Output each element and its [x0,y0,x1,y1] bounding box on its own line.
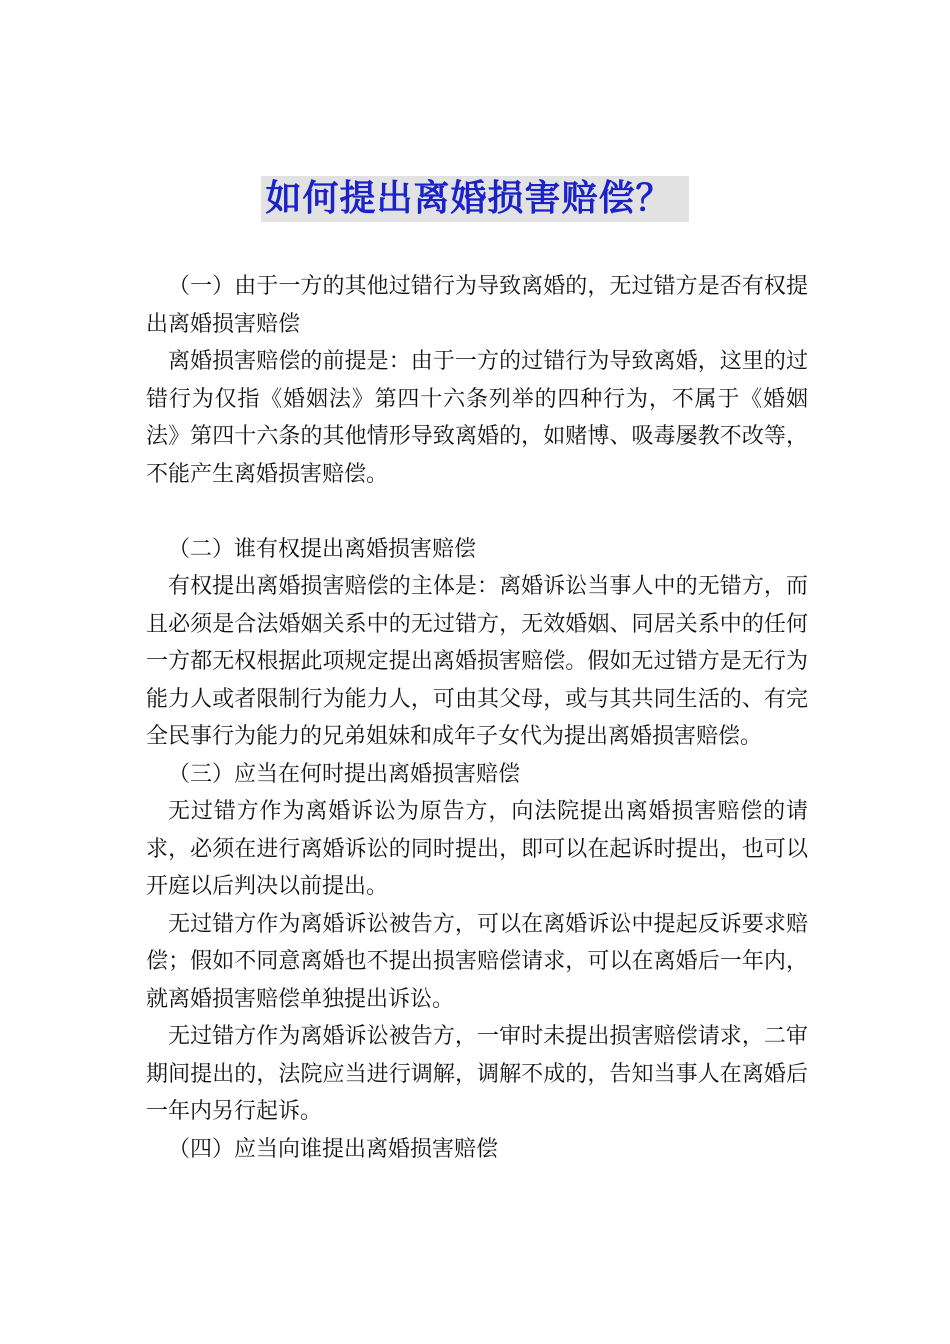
section-heading: （一）由于一方的其他过错行为导致离婚的，无过错方是否有权提出离婚损害赔偿 [146,274,808,337]
paragraph: 有权提出离婚损害赔偿的主体是：离婚诉讼当事人中的无错方，而且必须是合法婚姻关系中的无过错方，无效婚姻、同居关系中的任何一方都无权根据此项规定提出离婚损害赔偿。假如无过错方是无行为能力人或者限制行为能力人，可由其父母，或与其共同生活的、有完全民事行为能力的兄弟姐妹和成年子女代为提出离婚损害赔偿。 [146,574,808,749]
paragraph: 无过错方作为离婚诉讼被告方，可以在离婚诉讼中提起反诉要求赔偿；假如不同意离婚也不提出损害赔偿请求，可以在离婚后一年内，就离婚损害赔偿单独提出诉讼。 [146,911,808,1012]
document-body [146,268,808,1168]
title-wrap [0,176,950,222]
blank-line [146,493,808,531]
section-heading: （三）应当在何时提出离婚损害赔偿 [168,761,521,787]
paragraph: 离婚损害赔偿的前提是：由于一方的过错行为导致离婚，这里的过错行为仅指《婚姻法》第四十六条列举的四种行为，不属于《婚姻法》第四十六条的其他情形导致离婚的，如赌博、吸毒屡教不改等，不能产生离婚损害赔偿。 [146,349,808,487]
page-title: 如何提出离婚损害赔偿？ [261,176,688,222]
section-heading: （四）应当向谁提出离婚损害赔偿 [168,1136,499,1162]
section-heading: （二）谁有权提出离婚损害赔偿 [168,536,477,562]
paragraph: 无过错方作为离婚诉讼被告方，一审时未提出损害赔偿请求，二审期间提出的，法院应当进行调解，调解不成的，告知当事人在离婚后一年内另行起诉。 [146,1024,808,1124]
paragraph: 无过错方作为离婚诉讼为原告方，向法院提出离婚损害赔偿的请求，必须在进行离婚诉讼的同时提出，即可以在起诉时提出，也可以开庭以后判决以前提出。 [146,799,808,899]
